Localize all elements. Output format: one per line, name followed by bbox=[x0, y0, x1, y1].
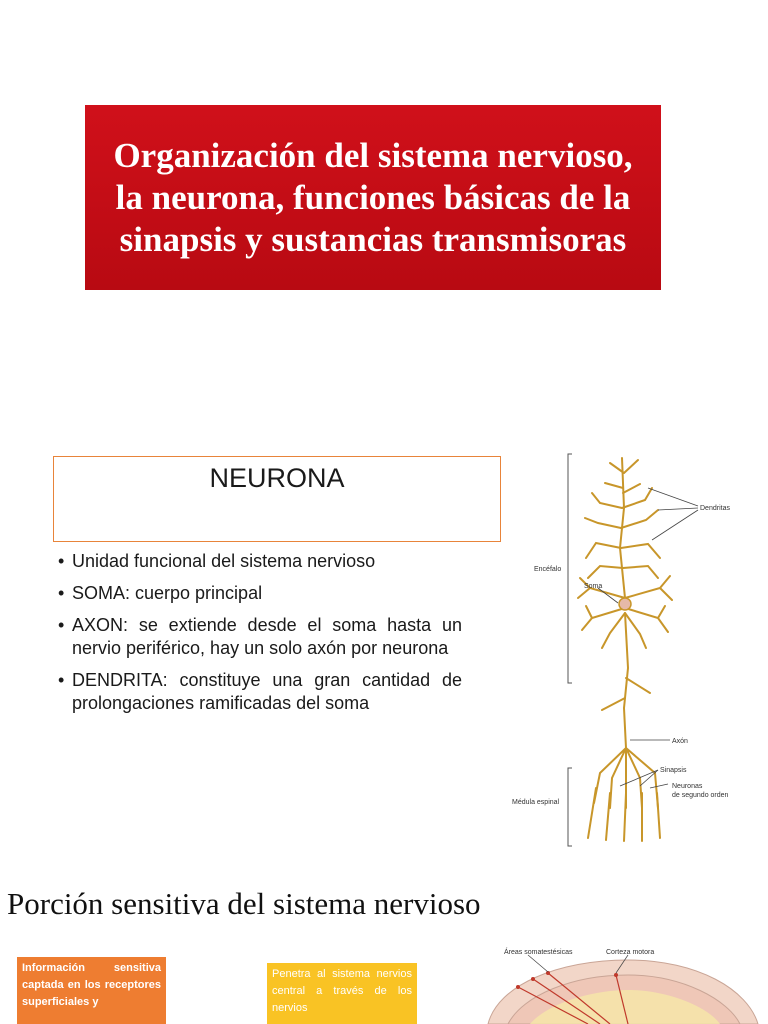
label-encefalo: Encéfalo bbox=[534, 566, 562, 573]
label-dendritas: Dendritas bbox=[700, 505, 730, 512]
orange-info-box: Información sensitiva captada en los receptores superficiales y bbox=[17, 957, 166, 1024]
label-medula: Médula espinal bbox=[512, 799, 560, 806]
bullet-item: • Unidad funcional del sistema nervioso bbox=[58, 550, 462, 573]
yellow-info-box: Penetra al sistema nervios central a través de los nervios bbox=[267, 963, 417, 1024]
neuron-diagram bbox=[500, 448, 760, 853]
bullet-item: • DENDRITA: constituye una gran cantidad de prolongaciones ramificadas del soma bbox=[58, 669, 462, 715]
bullet-item: • SOMA: cuerpo principal bbox=[58, 582, 462, 605]
slide-title: Organización del sistema nervioso, la neurona, funciones básicas de la sinapsis y sustancias transmisoras bbox=[113, 135, 633, 259]
neurona-heading: NEURONA bbox=[209, 463, 345, 493]
bullet-item: • AXON: se extiende desde el soma hasta un nervio periférico, hay un solo axón por neurona bbox=[58, 614, 462, 660]
label-neuronas: Neuronas bbox=[672, 783, 703, 790]
label-areas-somatestesicas: Áreas somatestésicas bbox=[504, 949, 573, 956]
brain-diagram bbox=[478, 945, 768, 1024]
section-title: Porción sensitiva del sistema nervioso bbox=[7, 886, 481, 921]
title-banner bbox=[85, 105, 661, 290]
label-corteza-motora: Corteza motora bbox=[606, 949, 655, 956]
label-segundo-orden: de segundo orden bbox=[672, 792, 729, 799]
neurona-heading-box bbox=[53, 456, 501, 542]
label-sinapsis: Sinapsis bbox=[660, 767, 687, 774]
neurona-bullet-list bbox=[58, 550, 462, 724]
label-soma: Soma bbox=[584, 583, 603, 590]
label-axon: Axón bbox=[672, 738, 688, 745]
